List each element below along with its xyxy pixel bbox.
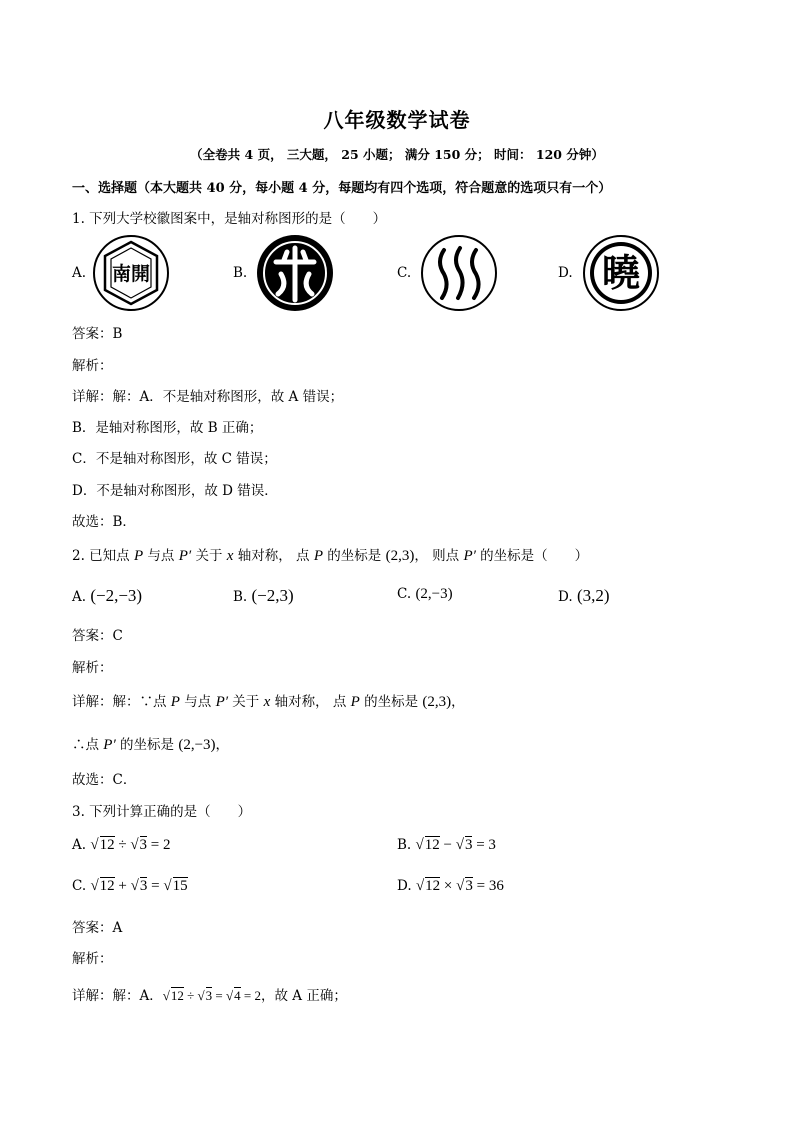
q2-option-a: A. (−2,−3) (72, 586, 143, 605)
q3-option-b: B. √12 − √3 = 3 (397, 837, 496, 853)
q1-option-a-label: A. (72, 265, 87, 281)
q3-stem: 3. 下列计算正确的是（ ） (72, 804, 252, 820)
q2-conclusion: 故选：C． (72, 772, 137, 788)
peking-logo-icon (256, 234, 334, 312)
q1-option-b-label: B. (233, 265, 248, 281)
q2-stem: 2. 已知点 P 与点 P′ 关于 x 轴对称， 点 P 的坐标是 (2,3)， 则点 P′ 的坐标是（ ） (72, 548, 589, 564)
q2-detail: 详解：解：∵点 P 与点 P′ 关于 x 轴对称， 点 P 的坐标是 (2,3)， (72, 694, 465, 710)
q1-conclusion: 故选：B． (72, 514, 136, 530)
q2-option-c: C. (2,−3) (397, 586, 453, 602)
q1-option-c-label: C. (397, 265, 412, 281)
q3-answer: 答案：A (72, 920, 123, 936)
q1-detail-line: C．不是轴对称图形，故 C 错误； (72, 451, 277, 467)
page-title: 八年级数学试卷 (323, 108, 471, 132)
q2-analysis-label: 解析： (72, 660, 113, 676)
q3-option-d: D. √12 × √3 = 36 (397, 878, 504, 894)
q1-option-d-label: D. (558, 265, 573, 281)
exam-info: （全卷共 4 页， 三大题， 25 小题； 满分 150 分； 时间： 120 分钟） (190, 147, 604, 162)
tsinghua-logo-icon (420, 234, 498, 312)
q3-option-c: C. √12 + √3 = √15 (72, 878, 188, 894)
q2-option-b: B. (−2,3) (233, 586, 294, 605)
q2-therefore: ∴点 P′ 的坐标是 (2,−3)， (72, 737, 230, 753)
section-heading: 一、选择题（本大题共 40 分，每小题 4 分，每题均有四个选项，符合题意的选项只有一个） (72, 181, 612, 196)
university-logo-icon (582, 234, 660, 312)
university-logo-text: 曉 (601, 251, 641, 295)
nankai-logo-icon (92, 234, 170, 312)
q1-detail-line: 详解：解：A．不是轴对称图形，故 A 错误； (72, 389, 344, 405)
q1-stem: 1. 下列大学校徽图案中，是轴对称图形的是（ ） (72, 211, 387, 227)
q2-answer: 答案：C (72, 628, 123, 644)
q3-detail: 详解：解：A．√12 ÷ √3 = √4 = 2，故 A 正确； (72, 988, 347, 1004)
q1-detail-line: B．是轴对称图形，故 B 正确； (72, 420, 263, 436)
q3-analysis-label: 解析： (72, 951, 113, 967)
q1-detail-line: D．不是轴对称图形，故 D 错误． (72, 483, 278, 499)
q3-option-a: A. √12 ÷ √3 = 2 (72, 837, 171, 853)
q1-answer: 答案：B (72, 326, 123, 342)
nankai-logo-text: 南開 (111, 263, 151, 285)
q2-option-d: D. (3,2) (558, 586, 610, 605)
q1-analysis-label: 解析： (72, 358, 113, 374)
